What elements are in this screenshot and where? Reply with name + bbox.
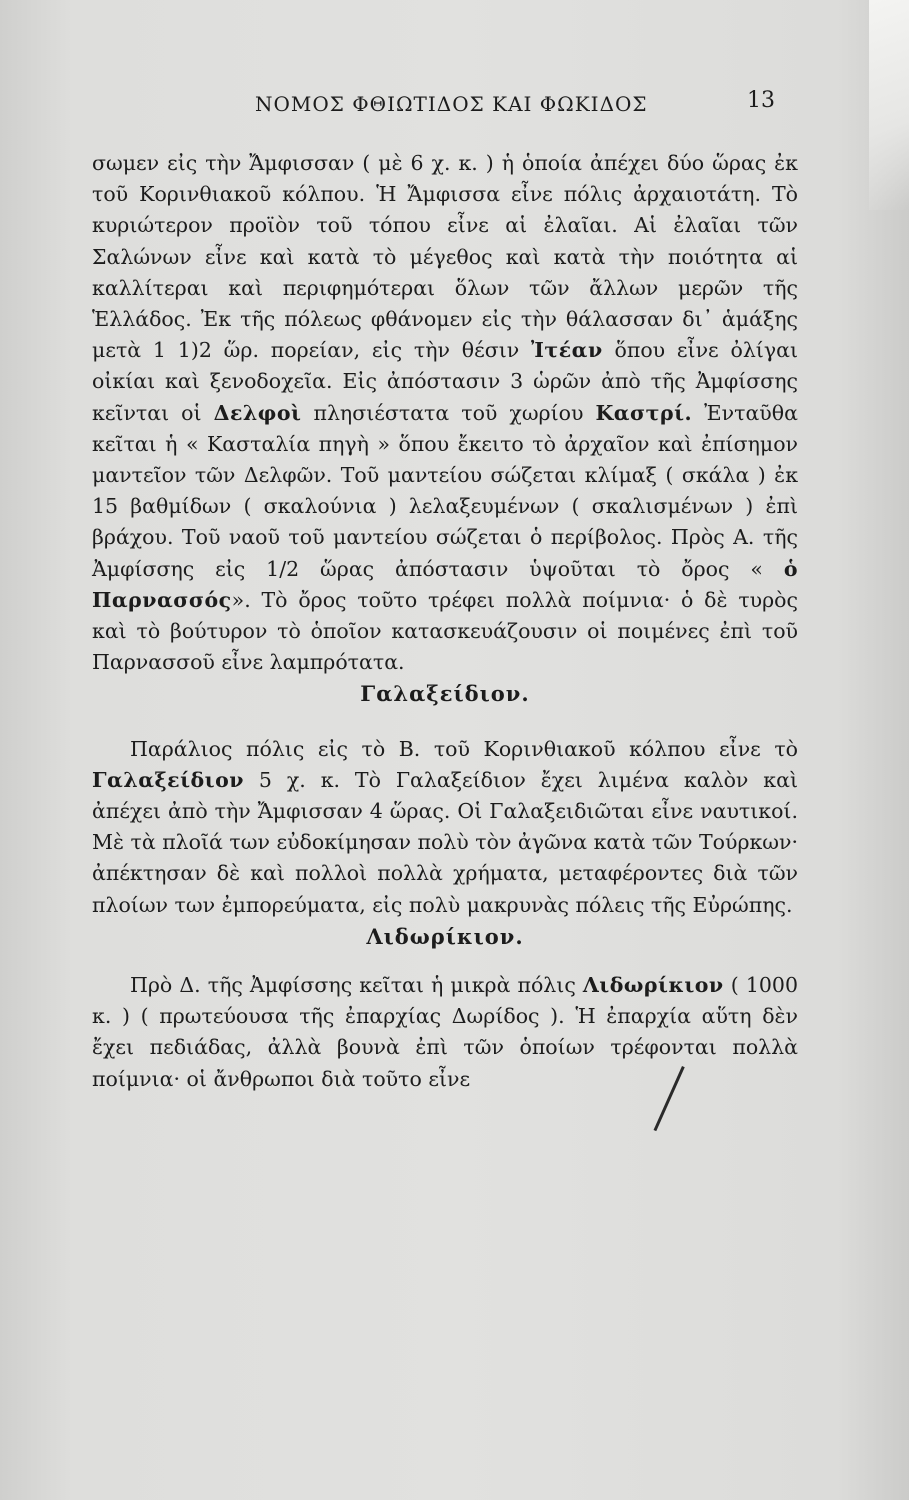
text-run: Ἐνταῦθα κεῖται ἡ « Κασταλία πηγὴ » ὅπου ἔκειτο τὸ ἀρχαῖον καὶ ἐπίσημον μαντεῖον τῶν Δελφῶν. Τοῦ μαντείου σώζεται κλίμαξ ( σκάλα ) ἐκ 15 βαθμίδων ( σκαλούνια ) λελαξευμένων ( σκαλισμένων ) ἐπὶ βράχου. Τοῦ ναοῦ τοῦ μαντείου σώζεται ὁ περίβολος. Πρὸς Α. τῆς Ἀμφίσσης εἰς 1/2 ὥρας ἀπόστασιν ὑψοῦται τὸ ὄρος « xyxy=(92,400,798,581)
text-run: σωμεν εἰς τὴν Ἄμφισσαν ( μὲ 6 χ. κ. ) ἡ ὁποία ἀπέχει δύο ὥρας ἐκ τοῦ Κορινθιακοῦ κόλπου. Ἡ Ἄμφισσα εἶνε πόλις ἀρχαιοτάτη. Τὸ κυριώτερον προϊὸν τοῦ τόπου εἶνε αἱ ἐλαῖαι. Αἱ ἐλαῖαι τῶν Σαλώνων εἶνε καὶ κατὰ τὸ μέγεθος καὶ κατὰ τὴν ποιότητα αἱ καλλίτεραι καὶ περιφημότεραι ὅλων τῶν ἄλλων μερῶν τῆς Ἑλλάδος. Ἐκ τῆς πόλεως φθάνομεν εἰς τὴν θάλασσαν δι᾽ ἁμάξης μετὰ 1 1)2 ὥρ. πορείαν, εἰς τὴν θέσιν xyxy=(92,151,798,363)
paragraph-amfissa xyxy=(92,148,798,678)
place-name-parnassos: ὁ Παρνασσός xyxy=(92,556,798,612)
text-run: πλησιέστατα τοῦ χωρίου xyxy=(313,400,584,425)
text-run: ὅπου εἶνε ὀλίγαι οἰκίαι καὶ ξενοδοχεῖα. Εἰς ἀπόστασιν 3 ὡρῶν ἀπὸ τῆς Ἀμφίσσης κεῖνται οἱ xyxy=(92,338,798,425)
text-run: 5 χ. κ. Τὸ Γαλαξείδιον ἔχει λιμένα καλὸν καὶ ἀπέχει ἀπὸ τὴν Ἄμφισσαν 4 ὥρας. Οἱ Γαλαξειδιῶται εἶνε ναυτικοί. Μὲ τὰ πλοῖά των εὐδοκίμησαν πολὺ τὸν ἀγῶνα κατὰ τῶν Τούρκων· ἀπέκτησαν δὲ καὶ πολλοὶ πολλὰ χρήματα, μεταφέροντες διὰ τῶν πλοίων των ἐμπορεύματα, εἰς πολὺ μακρυνὰς πόλεις τῆς Εὐρώπης. xyxy=(92,767,798,917)
section-title-lidorikion: Λιδωρίκιον. xyxy=(366,923,524,949)
text-run: Παράλιος πόλις εἰς τὸ Β. τοῦ Κορινθιακοῦ κόλπου εἶνε τὸ xyxy=(130,736,798,761)
place-name-itea: Ἰτέαν xyxy=(531,338,603,363)
place-name-lidorikion: Λιδωρίκιον xyxy=(582,973,724,998)
section-title-galaxeidion: Γαλαξείδιον. xyxy=(360,681,530,707)
text-run: ». Τὸ ὄρος τοῦτο τρέφει πολλὰ ποίμνια· ὁ δὲ τυρὸς καὶ τὸ βούτυρον τὸ ὁποῖον κατασκευάζουσιν οἱ ποιμένες ἐπὶ τοῦ Παρνασσοῦ εἶνε λαμπρότατα. xyxy=(92,587,798,675)
page-corner xyxy=(869,0,909,210)
paragraph-lidorikion xyxy=(92,970,798,1095)
text-run: ( 1000 κ. ) ( πρωτεύουσα τῆς ἐπαρχίας Δωρίδος ). Ἡ ἐπαρχία αὕτη δὲν ἔχει πεδιάδας, ἀλλὰ βουνὰ ἐπὶ τῶν ὁποίων τρέφονται πολλὰ ποίμνια· οἱ ἄνθρωποι διὰ τοῦτο εἶνε xyxy=(92,973,798,1091)
place-name-delfoi: Δελφοὶ xyxy=(213,400,302,425)
text-run: Πρὸ Δ. τῆς Ἀμφίσσης κεῖται ἡ μικρὰ πόλις xyxy=(130,973,576,998)
body-text xyxy=(92,148,798,1095)
running-title: ΝΟΜΟΣ ΦΘΙΩΤΙΔΟΣ ΚΑΙ ΦΩΚΙΔΟΣ xyxy=(255,92,648,116)
page-number: 13 xyxy=(747,88,775,113)
place-name-galaxeidion: Γαλαξείδιον xyxy=(92,767,244,792)
paragraph-galaxeidion xyxy=(92,734,798,921)
place-name-kastri: Καστρί. xyxy=(595,400,693,425)
page-header xyxy=(255,88,775,122)
